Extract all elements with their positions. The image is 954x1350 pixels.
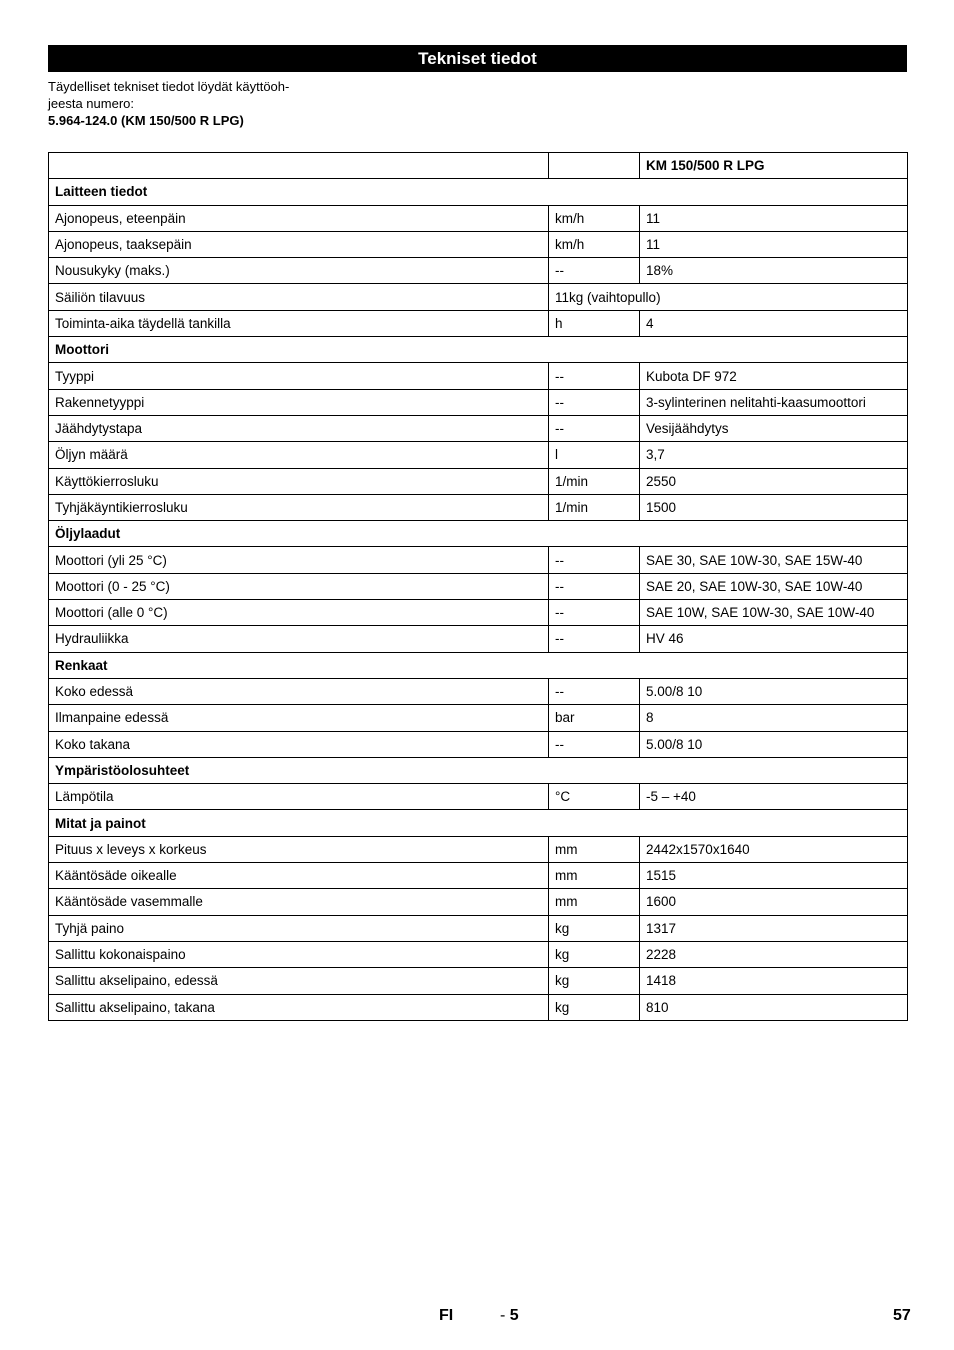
footer-language: FI xyxy=(439,1307,454,1324)
footer-dash: - xyxy=(500,1307,506,1324)
table-row xyxy=(49,442,908,468)
section-heading: Mitat ja painot xyxy=(49,810,908,836)
spec-unit: l xyxy=(549,442,640,468)
spec-label: Ilmanpaine edessä xyxy=(49,705,549,731)
spec-label: Tyhjäkäyntikierrosluku xyxy=(49,494,549,520)
table-row xyxy=(49,915,908,941)
spec-label: Tyyppi xyxy=(49,363,549,389)
spec-value: 2442x1570x1640 xyxy=(640,836,908,862)
section-row xyxy=(49,337,908,363)
section-row xyxy=(49,757,908,783)
table-row xyxy=(49,600,908,626)
table-header-row xyxy=(49,153,908,179)
spec-label: Rakennetyyppi xyxy=(49,389,549,415)
intro-line-1: Täydelliset tekniset tiedot löydät käyttöoh- xyxy=(48,79,290,94)
spec-label: Pituus x leveys x korkeus xyxy=(49,836,549,862)
spec-value: -5 – +40 xyxy=(640,784,908,810)
spec-label: Nousukyky (maks.) xyxy=(49,258,549,284)
header-model-cell: KM 150/500 R LPG xyxy=(640,153,908,179)
table-row xyxy=(49,573,908,599)
spec-table xyxy=(48,152,908,1021)
table-row xyxy=(49,363,908,389)
spec-label: Säiliön tilavuus xyxy=(49,284,549,310)
footer-section-number: 5 xyxy=(509,1307,519,1324)
spec-value: 3,7 xyxy=(640,442,908,468)
section-row xyxy=(49,179,908,205)
spec-unit: -- xyxy=(549,547,640,573)
intro-text xyxy=(48,78,338,129)
spec-value: Kubota DF 972 xyxy=(640,363,908,389)
spec-unit: h xyxy=(549,310,640,336)
spec-unit: °C xyxy=(549,784,640,810)
spec-unit: -- xyxy=(549,415,640,441)
table-row xyxy=(49,836,908,862)
spec-label: Öljyn määrä xyxy=(49,442,549,468)
spec-label: Koko edessä xyxy=(49,678,549,704)
spec-unit: -- xyxy=(549,678,640,704)
footer-section xyxy=(500,1307,519,1325)
table-row xyxy=(49,626,908,652)
spec-label: Tyhjä paino xyxy=(49,915,549,941)
spec-value: 11kg (vaihtopullo) xyxy=(549,284,908,310)
table-row xyxy=(49,863,908,889)
spec-value: 1418 xyxy=(640,968,908,994)
table-row xyxy=(49,310,908,336)
table-row xyxy=(49,705,908,731)
section-heading: Laitteen tiedot xyxy=(49,179,908,205)
spec-value: 11 xyxy=(640,205,908,231)
spec-unit: kg xyxy=(549,994,640,1020)
spec-value: HV 46 xyxy=(640,626,908,652)
spec-label: Moottori (0 - 25 °C) xyxy=(49,573,549,599)
section-row xyxy=(49,810,908,836)
spec-value: 810 xyxy=(640,994,908,1020)
spec-unit: mm xyxy=(549,836,640,862)
page-number: 57 xyxy=(893,1307,911,1324)
spec-unit: km/h xyxy=(549,231,640,257)
spec-unit: mm xyxy=(549,889,640,915)
spec-unit: 1/min xyxy=(549,494,640,520)
table-row xyxy=(49,784,908,810)
spec-label: Käyttökierrosluku xyxy=(49,468,549,494)
spec-value: 2550 xyxy=(640,468,908,494)
spec-value: 8 xyxy=(640,705,908,731)
header-label-cell xyxy=(49,153,549,179)
table-row xyxy=(49,415,908,441)
spec-label: Jäähdytystapa xyxy=(49,415,549,441)
spec-value: 4 xyxy=(640,310,908,336)
spec-unit: bar xyxy=(549,705,640,731)
spec-value: SAE 10W, SAE 10W-30, SAE 10W-40 xyxy=(640,600,908,626)
spec-value: 2228 xyxy=(640,941,908,967)
spec-unit: kg xyxy=(549,915,640,941)
spec-value: 5.00/8 10 xyxy=(640,731,908,757)
section-heading: Ympäristöolosuhteet xyxy=(49,757,908,783)
table-row xyxy=(49,678,908,704)
page-title: Tekniset tiedot xyxy=(48,45,907,72)
spec-unit: kg xyxy=(549,941,640,967)
spec-unit: -- xyxy=(549,731,640,757)
spec-label: Moottori (alle 0 °C) xyxy=(49,600,549,626)
spec-unit: -- xyxy=(549,258,640,284)
spec-unit: km/h xyxy=(549,205,640,231)
intro-line-2: jeesta numero: xyxy=(48,96,134,111)
spec-label: Sallittu akselipaino, edessä xyxy=(49,968,549,994)
spec-label: Toiminta-aika täydellä tankilla xyxy=(49,310,549,336)
section-row xyxy=(49,521,908,547)
table-row xyxy=(49,205,908,231)
spec-label: Sallittu kokonaispaino xyxy=(49,941,549,967)
spec-unit: -- xyxy=(549,626,640,652)
spec-label: Sallittu akselipaino, takana xyxy=(49,994,549,1020)
spec-value: 1600 xyxy=(640,889,908,915)
table-row xyxy=(49,994,908,1020)
table-row xyxy=(49,258,908,284)
spec-value: 1500 xyxy=(640,494,908,520)
table-row xyxy=(49,468,908,494)
spec-label: Hydrauliikka xyxy=(49,626,549,652)
table-row xyxy=(49,389,908,415)
spec-label: Ajonopeus, taaksepäin xyxy=(49,231,549,257)
spec-label: Kääntösäde vasemmalle xyxy=(49,889,549,915)
spec-value: 3-sylinterinen nelitahti-kaasumoottori xyxy=(640,389,908,415)
section-row xyxy=(49,652,908,678)
spec-unit: -- xyxy=(549,363,640,389)
table-row xyxy=(49,889,908,915)
spec-label: Lämpötila xyxy=(49,784,549,810)
table-row xyxy=(49,231,908,257)
table-row xyxy=(49,494,908,520)
section-heading: Moottori xyxy=(49,337,908,363)
spec-value: 1515 xyxy=(640,863,908,889)
intro-reference: 5.964-124.0 (KM 150/500 R LPG) xyxy=(48,113,244,128)
table-row xyxy=(49,941,908,967)
spec-unit: 1/min xyxy=(549,468,640,494)
spec-label: Ajonopeus, eteenpäin xyxy=(49,205,549,231)
spec-label: Kääntösäde oikealle xyxy=(49,863,549,889)
table-row xyxy=(49,968,908,994)
header-unit-cell xyxy=(549,153,640,179)
table-row xyxy=(49,547,908,573)
spec-value: SAE 20, SAE 10W-30, SAE 10W-40 xyxy=(640,573,908,599)
table-row xyxy=(49,284,908,310)
spec-label: Koko takana xyxy=(49,731,549,757)
spec-value: 1317 xyxy=(640,915,908,941)
section-heading: Öljylaadut xyxy=(49,521,908,547)
spec-label: Moottori (yli 25 °C) xyxy=(49,547,549,573)
spec-unit: mm xyxy=(549,863,640,889)
spec-unit: -- xyxy=(549,573,640,599)
spec-unit: -- xyxy=(549,600,640,626)
spec-unit: -- xyxy=(549,389,640,415)
spec-value: 18% xyxy=(640,258,908,284)
table-row xyxy=(49,731,908,757)
spec-value: SAE 30, SAE 10W-30, SAE 15W-40 xyxy=(640,547,908,573)
spec-value: 11 xyxy=(640,231,908,257)
section-heading: Renkaat xyxy=(49,652,908,678)
spec-value: 5.00/8 10 xyxy=(640,678,908,704)
spec-value: Vesijäähdytys xyxy=(640,415,908,441)
spec-unit: kg xyxy=(549,968,640,994)
